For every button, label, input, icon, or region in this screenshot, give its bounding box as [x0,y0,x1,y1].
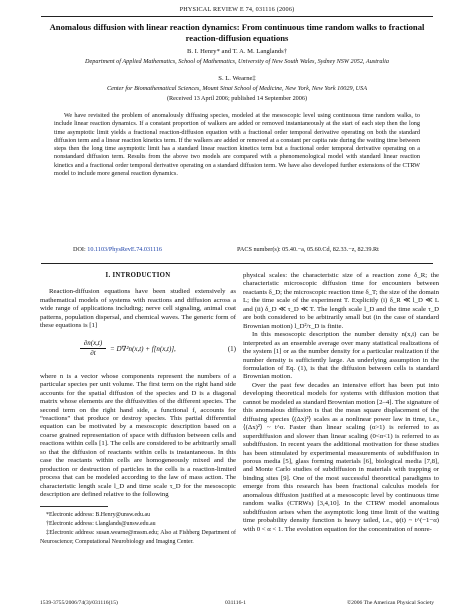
intro-paragraph-5: Over the past few decades an intensive effort has been put into developing theoretical models for systems with diffusion motion that cannot be modeled as standard Brownian motion [2–4]. The signature of this anomalous diffusion is that the mean square displacement of the diffusing species ⟨(Δx)²⟩ scales as a nonlinear power law in time, i.e., ⟨(Δx)²⟩ ~ t^α. Faster than linear scaling (α>1) is referred to as superdiffusion and slower than linear scaling (0<α<1) is referred to as subdiffusion. In recent years the additional motivation for these studies has been stimulated by experimental measurements of subdiffusion in porous media [5], glass forming materials [6], biological media [7,8], and Monte Carlo studies of subdiffusion in materials with trapping or binding sites [9]. One of the most successful theoretical paradigms to emerge from this research has been fractional calculus models for anomalous diffusion justified at a mesoscopic level by continuous time random walks (CTRWs) [3,4,10]. In the CTRW model anomalous subdiffusion arises when the asymptotic long time limit of the waiting time probability density function is heavy tailed, i.e., ψ(t) ~ t^(−1−α) with 0 < α < 1. The evolution equation for the concentration of nonre- [243,381,439,533]
header-rule [41,16,433,17]
doi-label: DOI: [73,246,86,253]
authors-group-1: B. I. Henry* and T. A. M. Langlands† [186,48,288,55]
pacs-numbers: PACS number(s): 05.40.−a, 05.60.Cd, 82.33.−z, 82.39.Rt [237,246,379,253]
intro-paragraph-4: In this mesoscopic description the number density n(x,t) can be interpreted as an ensemble average over many statistical realizations of the system [1] or as the number density for a particular realization if the number density is sufficiently large. An underlying assumption in the formulation of Eq. (1), is that the diffusion between cells is standard Brownian motion. [243,331,439,381]
authors-group-2: S. L. Wearne‡ [218,75,256,82]
intro-paragraph-1: Reaction-diffusion equations have been studied extensively as mathematical models of systems with reactions and diffusion across a wide range of applications including; nerve cell signaling, animal coat patterns, population dispersal, and chemical waves. The generic form of these equations is [1] [40,288,236,330]
footnote-2: †Electronic address: t.langlands@unsw.edu.au [46,520,156,527]
right-column [243,272,439,534]
footnote-3: ‡Electronic address: susan.wearne@mssm.edu; Also at Fishberg Department of Neuroscience; Computational Neurobiology and Imaging Center. [40,529,236,546]
footer-page-number: 031116-1 [225,600,247,606]
equation-number: (1) [227,344,236,353]
section-heading: I. INTRODUCTION [105,272,171,279]
doi-link[interactable]: 10.1103/PhysRevE.74.031116 [87,246,163,253]
equation-denominator: ∂t [90,349,96,358]
equation-1 [40,337,236,367]
doi-line [73,246,162,253]
equation-numerator: ∂n(x,t) [80,339,106,349]
footer-copyright: ©2006 The American Physical Society [346,600,434,606]
intro-paragraph-3: physical scales: the characteristic size of a reaction zone δ_R; the characteristic microscopic diffusion time for encounters between reactants δ_D; the microscopic reaction time δ_T; the size of the domain L; the time scale of the experiment T. Explicitly (i) δ_R ≪ l_D ≪ L and (ii) δ_D ≪ τ_D ≪ T. The length scale l_D and the time scale τ_D are both considered to be arbitrarily small but (in the case of standard Brownian motion) l_D²/τ_D is finite. [243,272,439,330]
affiliation-2: Center for Biomathematical Sciences, Mount Sinai School of Medicine, New York, New York 10029, USA [106,85,368,92]
footnote-rule [40,506,108,507]
abstract-rule [41,263,433,264]
equation-fraction [80,339,106,358]
abstract: We have revisited the problem of anomalously diffusing species, modeled at the mesoscopic level using continuous time random walks, to include linear reaction dynamics. If a constant proportion of walkers are added or removed instantaneously at the start of each step then the long time asymptotic limit yields a fractional reaction-diffusion equation with a fractional order temporal derivative operating on both the standard diffusion term and a linear reaction kinetics term. If the walkers are added or removed at a constant per capita rate during the waiting time between steps then the long time asymptotic limit has a standard linear reaction kinetics term but a fractional order temporal derivative operating on a nonstandard diffusion term. Results from the above two models are compared with a phenomenological model with standard linear reaction kinetics and a fractional order temporal derivative operating on a standard diffusion term. We have also developed further extensions of the CTRW model to include more general reaction dynamics. [54,112,420,177]
equation-rhs: = D∇²n(x,t) + f[n(x,t)], [110,344,176,353]
left-column [40,272,236,547]
footer-issn: 1539-3755/2006/74(3)/031116(15) [40,600,118,606]
affiliation-1: Department of Applied Mathematics, School of Mathematics, University of New South Wales, Sydney NSW 2052, Australia [85,58,389,65]
article-title: Anomalous diffusion with linear reaction dynamics: From continuous time random walks to fractional reaction-diffusion equations [49,22,425,43]
intro-paragraph-2: where n is a vector whose components represent the numbers of a particular species per unit volume. The first term on the right hand side accounts for the spatial diffusion of the species and D is a diagonal matrix whose elements are the diffusivities of the different species. The second term on the right hand side, a functional f, accounts for “reactions” that produce or destroy species. This partial differential equation can be motivated by a mesoscopic description based on a coarse grained representation of space with diffusion between cells and reactions within cells [1]. The cells are considered to be arbitrarily small so that the diffusion of reactants within cells is instantaneous. In this case the reactants within cells are homogeneously mixed and the production or destruction of particles in the cells is a reaction-limited process that can be modeled according to the law of mass action. The characteristic length scale l_D and time scale τ_D for the mesoscopic description are defined relative to the following [40,372,236,499]
dates: (Received 13 April 2006; published 14 September 2006) [166,95,308,102]
journal-header: PHYSICAL REVIEW E 74, 031116 (2006) [179,6,295,13]
footnote-1: *Electronic address: B.Henry@unsw.edu.au [46,511,151,518]
